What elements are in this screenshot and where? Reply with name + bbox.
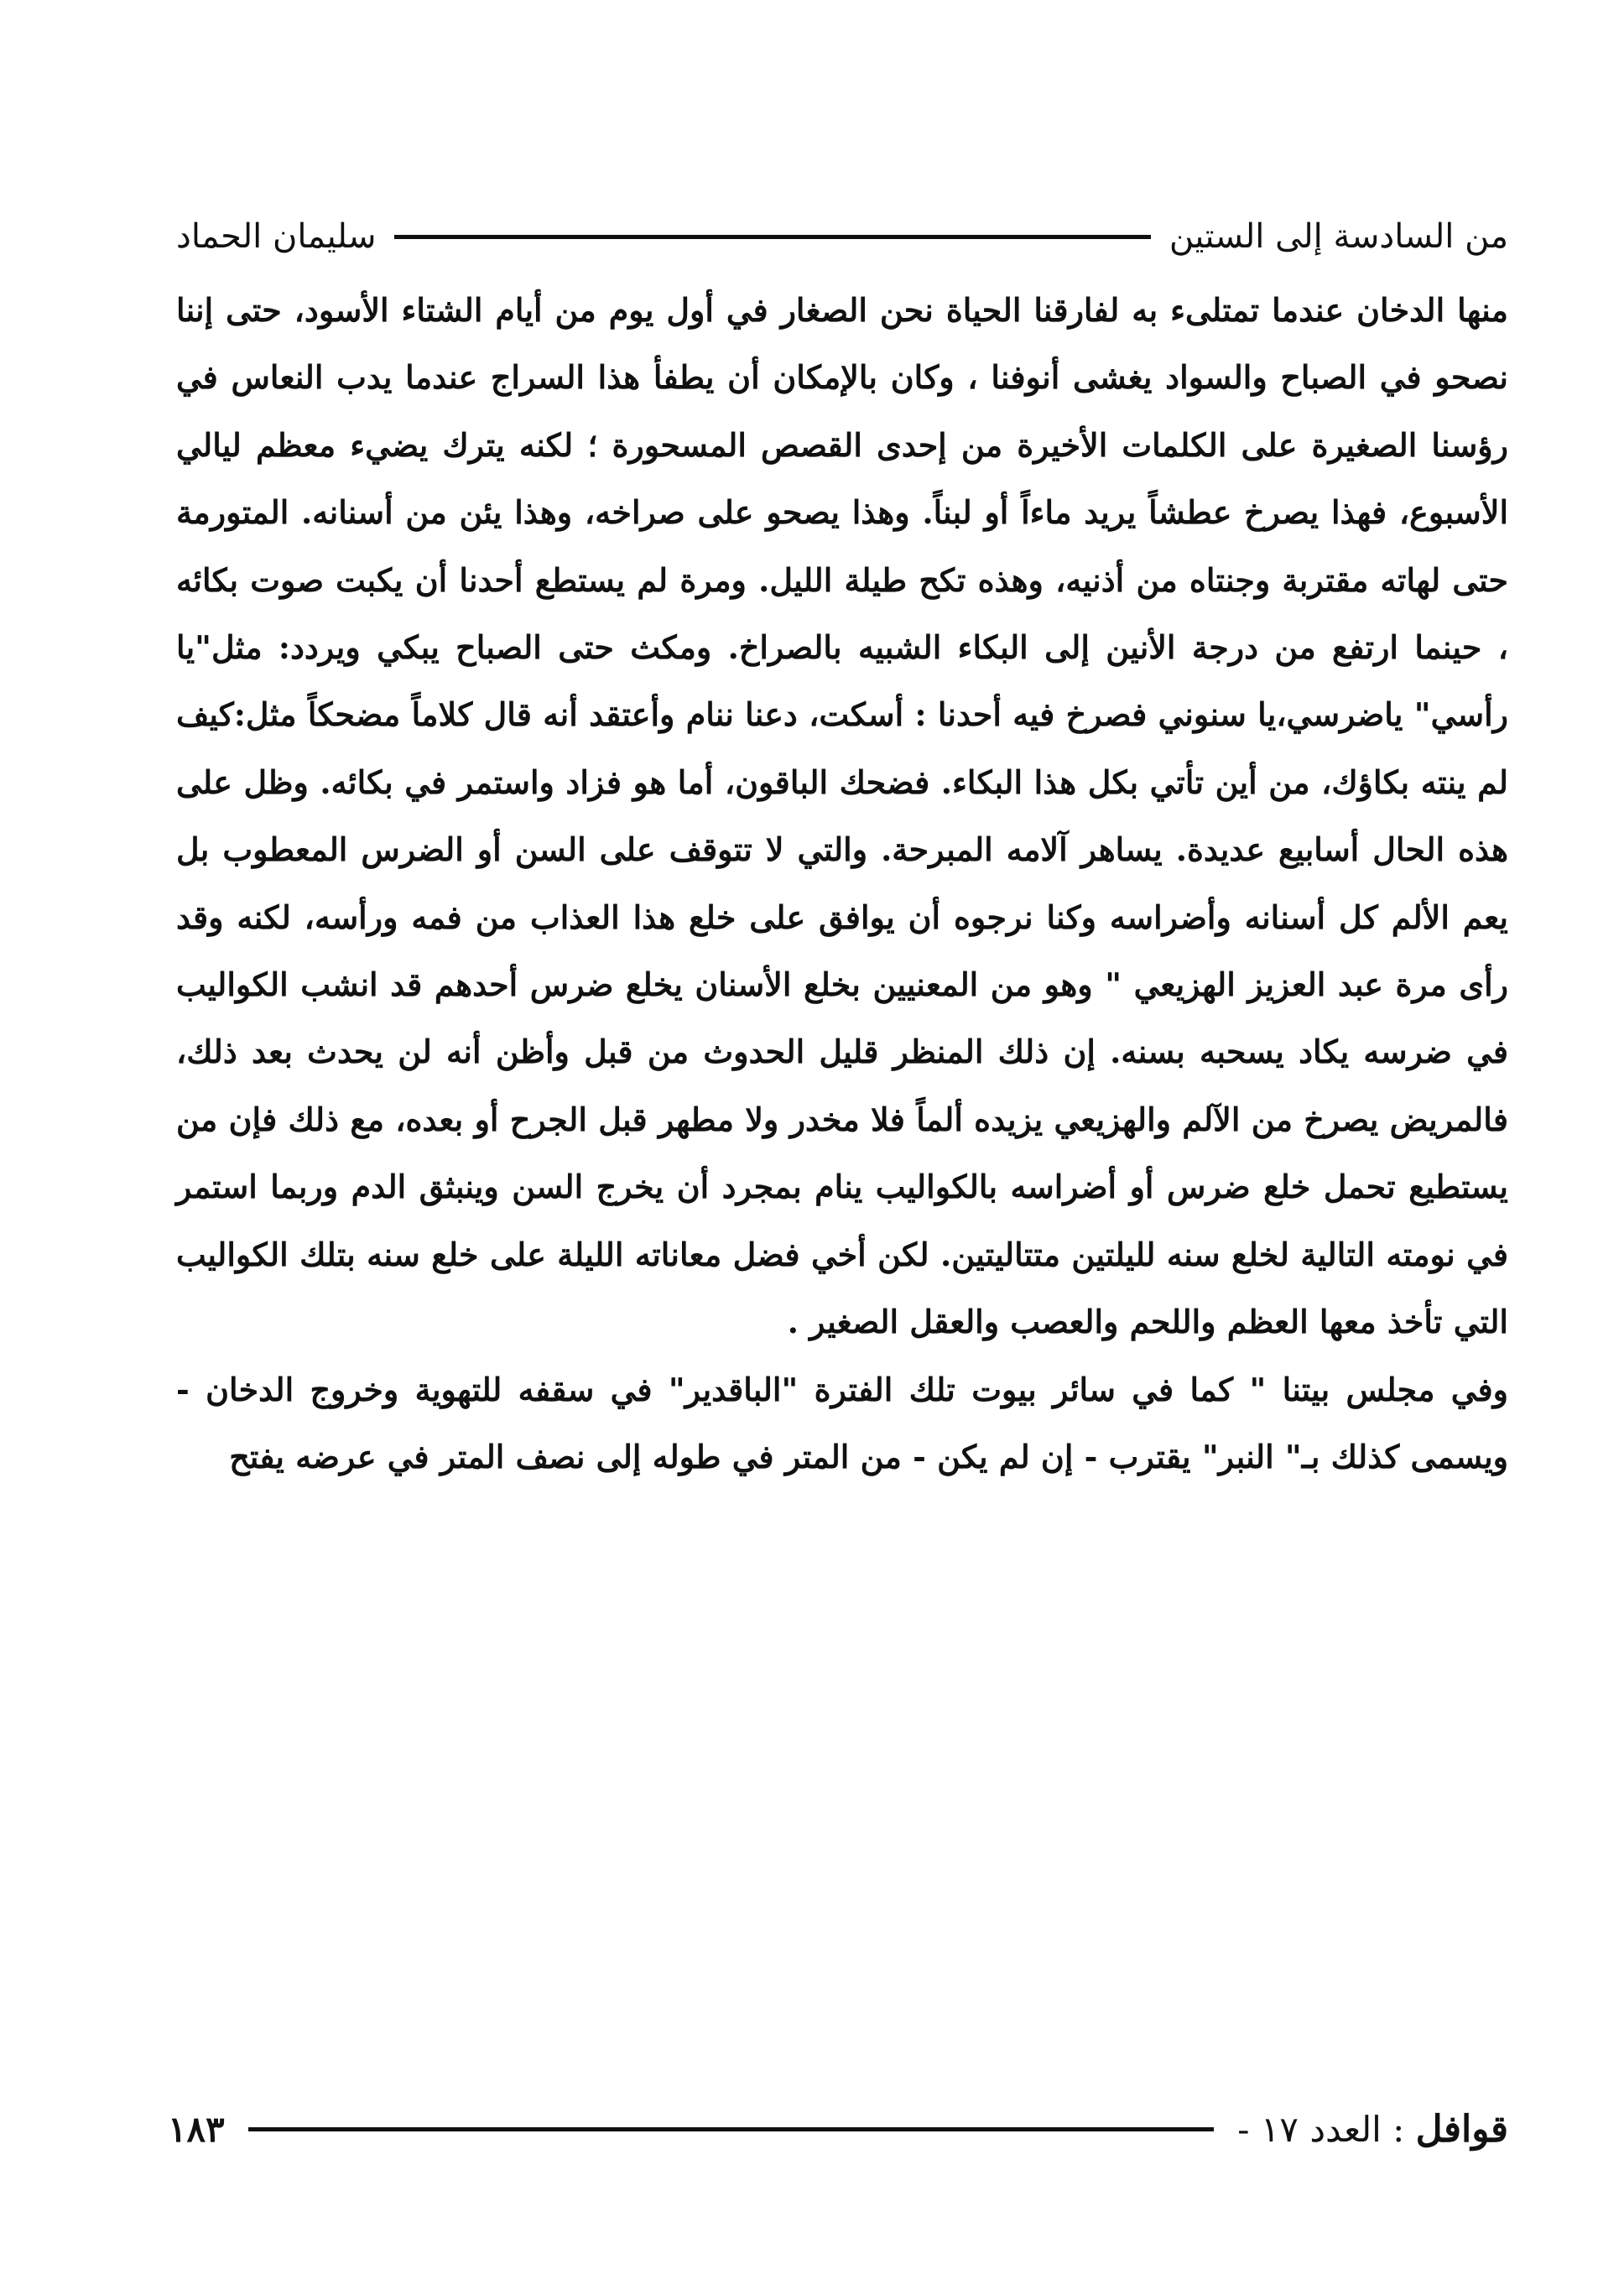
page-number: ١٨٣ bbox=[168, 2108, 225, 2150]
running-header bbox=[176, 211, 1508, 262]
journal-name: قوافل bbox=[1415, 2107, 1508, 2151]
paragraph-1: منها الدخان عندما تمتلىء به لفارقنا الحياة نحن الصغار في أول يوم من أيام الشتاء الأسود، حتى إننا نصحو في الصباح والسواد يغشى أنوفنا ، وكان بالإمكان أن يطفأ هذا السراج عندما يدب النعاس في رؤسنا الصغيرة على الكلمات الأخيرة من إحدى القصص المسحورة ؛ لكنه يترك يضيء معظم ليالي الأسبوع، فهذا يصرخ عطشاً يريد ماءاً أو لبناً. وهذا يصحو على صراخه، وهذا يئن من أسنانه. المتورمة حتى لهاته مقتربة وجنتاه من أذنيه، وهذه تكح طيلة الليل. ومرة لم يستطع أحدنا أن يكبت صوت بكائه ، حينما ارتفع من درجة الأنين إلى البكاء الشبيه بالصراخ. ومكث حتى الصباح يبكي ويردد: مثل"يا رأسي" ياضرسي،يا سنوني فصرخ فيه أحدنا : أسكت، دعنا ننام وأعتقد أنه قال كلاماً مضحكاً مثل:كيف لم ينته بكاؤك، من أين تأتي بكل هذا البكاء. فضحك الباقون، أما هو فزاد واستمر في بكائه. وظل على هذه الحال أسابيع عديدة. يساهر آلامه المبرحة. والتي لا تتوقف على السن أو الضرس المعطوب بل يعم الألم كل أسنانه وأضراسه وكنا نرجوه أن يوافق على خلع هذا العذاب من فمه ورأسه، لكنه وقد رأى مرة عبد العزيز الهزيعي " وهو من المعنيين بخلع الأسنان يخلع ضرس أحدهم قد انشب الكواليب في ضرسه يكاد يسحبه بسنه. إن ذلك المنظر قليل الحدوث من قبل وأظن أنه لن يحدث بعد ذلك، فالمريض يصرخ من الآلم والهزيعي يزيده ألماً فلا مخدر ولا مطهر قبل الجرح أو بعده، مع ذلك فإن من يستطيع تحمل خلع ضرس أو أضراسه بالكواليب ينام بمجرد أن يخرج السن وينبثق الدم وربما استمر في نومته التالية لخلع سنه لليلتين متتاليتين. لكن أخي فضل معاناته الليلة على خلع سنه بتلك الكواليب التي تأخذ معها العظم واللحم والعصب والعقل الصغير . bbox=[176, 291, 1509, 1341]
header-author: سليمان الحماد bbox=[176, 217, 377, 256]
paragraph-2: وفي مجلس بيتنا " كما في سائر بيوت تلك الفترة "الباقدير" في سقفه للتهوية وخروج الدخان - ويسمى كذلك بـ" النبر" يقترب - إن لم يكن - من المتر في طوله إلى نصف المتر في عرضه يفتح bbox=[176, 1370, 1508, 1475]
footer-rule bbox=[248, 2127, 1215, 2131]
header-rule bbox=[394, 235, 1150, 239]
journal-issue: : العدد ١٧ - bbox=[1237, 2108, 1405, 2150]
page-body bbox=[176, 277, 1508, 1491]
header-title: من السادسة إلى الستين bbox=[1169, 217, 1508, 256]
footer-journal bbox=[1237, 2108, 1508, 2151]
page-footer bbox=[168, 2101, 1508, 2157]
